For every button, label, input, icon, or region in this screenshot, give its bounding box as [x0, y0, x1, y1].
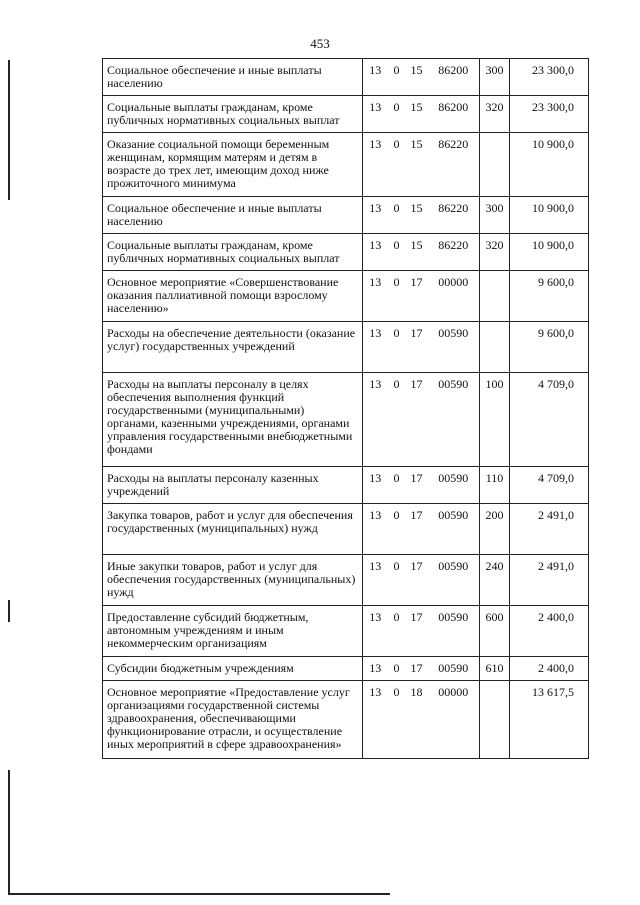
code-section-cell: 13: [363, 555, 388, 606]
expense-type-cell: [480, 271, 510, 322]
row-name-cell: Социальные выплаты гражданам, кроме публичных нормативных социальных выплат: [103, 234, 363, 271]
code-subprogram-cell: 0: [388, 555, 406, 606]
expense-type-cell: 240: [480, 555, 510, 606]
table-row: [103, 681, 589, 759]
table-row: [103, 606, 589, 657]
row-name-cell: Расходы на выплаты персоналу в целях обеспечения выполнения функций государственными (муниципальными) органами, казенными учреждениями, органами управления государственными внебюджетными фондами: [103, 373, 363, 467]
code-direction-cell: 00590: [428, 504, 480, 555]
code-event-cell: 17: [406, 555, 428, 606]
code-section-cell: 13: [363, 606, 388, 657]
amount-cell: 2 491,0: [510, 555, 589, 606]
row-name-cell: Расходы на выплаты персоналу казенных учреждений: [103, 467, 363, 504]
expense-type-cell: [480, 681, 510, 759]
amount-cell: 10 900,0: [510, 234, 589, 271]
code-event-cell: 15: [406, 133, 428, 197]
code-section-cell: 13: [363, 59, 388, 96]
amount-cell: 4 709,0: [510, 373, 589, 467]
code-event-cell: 17: [406, 467, 428, 504]
code-direction-cell: 00590: [428, 606, 480, 657]
budget-table-body: [103, 59, 589, 759]
row-name-cell: Основное мероприятие «Совершенствование оказания паллиативной помощи взрослому населению»: [103, 271, 363, 322]
amount-cell: 23 300,0: [510, 96, 589, 133]
code-event-cell: 17: [406, 322, 428, 373]
amount-cell: 2 400,0: [510, 606, 589, 657]
amount-cell: 9 600,0: [510, 322, 589, 373]
row-name-cell: Социальное обеспечение и иные выплаты населению: [103, 197, 363, 234]
code-event-cell: 15: [406, 96, 428, 133]
table-row: [103, 657, 589, 681]
expense-type-cell: 320: [480, 234, 510, 271]
expense-type-cell: 300: [480, 197, 510, 234]
row-name-cell: Субсидии бюджетным учреждениям: [103, 657, 363, 681]
table-row: [103, 234, 589, 271]
code-section-cell: 13: [363, 467, 388, 504]
page-number: 453: [310, 36, 330, 51]
amount-cell: 4 709,0: [510, 467, 589, 504]
code-subprogram-cell: 0: [388, 606, 406, 657]
code-subprogram-cell: 0: [388, 681, 406, 759]
table-row: [103, 467, 589, 504]
amount-cell: 9 600,0: [510, 271, 589, 322]
code-subprogram-cell: 0: [388, 373, 406, 467]
code-direction-cell: 00590: [428, 555, 480, 606]
code-event-cell: 17: [406, 373, 428, 467]
code-section-cell: 13: [363, 96, 388, 133]
code-section-cell: 13: [363, 271, 388, 322]
code-subprogram-cell: 0: [388, 133, 406, 197]
code-direction-cell: 00590: [428, 657, 480, 681]
code-subprogram-cell: 0: [388, 322, 406, 373]
code-event-cell: 15: [406, 234, 428, 271]
scan-edge-line: [8, 60, 10, 200]
table-row: [103, 133, 589, 197]
code-subprogram-cell: 0: [388, 59, 406, 96]
code-direction-cell: 86220: [428, 197, 480, 234]
code-direction-cell: 00590: [428, 322, 480, 373]
code-direction-cell: 86200: [428, 59, 480, 96]
expense-type-cell: 110: [480, 467, 510, 504]
table-row: [103, 555, 589, 606]
budget-table: [102, 58, 589, 759]
code-event-cell: 15: [406, 59, 428, 96]
row-name-cell: Предоставление субсидий бюджетным, автономным учреждениям и иным некоммерческим организациям: [103, 606, 363, 657]
table-row: [103, 504, 589, 555]
expense-type-cell: 300: [480, 59, 510, 96]
row-name-cell: Закупка товаров, работ и услуг для обеспечения государственных (муниципальных) нужд: [103, 504, 363, 555]
code-event-cell: 17: [406, 504, 428, 555]
table-row: [103, 96, 589, 133]
expense-type-cell: 100: [480, 373, 510, 467]
row-name-cell: Основное мероприятие «Предоставление услуг организациями государственной системы здравоохранения, обеспечивающими функционирование отрасли, и осуществление иных мероприятий в сфере здравоохранения»: [103, 681, 363, 759]
row-name-cell: Социальное обеспечение и иные выплаты населению: [103, 59, 363, 96]
code-direction-cell: 00590: [428, 467, 480, 504]
code-direction-cell: 86200: [428, 96, 480, 133]
code-subprogram-cell: 0: [388, 197, 406, 234]
row-name-cell: Расходы на обеспечение деятельности (оказание услуг) государственных учреждений: [103, 322, 363, 373]
code-section-cell: 13: [363, 234, 388, 271]
code-event-cell: 15: [406, 197, 428, 234]
code-subprogram-cell: 0: [388, 271, 406, 322]
expense-type-cell: 610: [480, 657, 510, 681]
code-section-cell: 13: [363, 197, 388, 234]
code-subprogram-cell: 0: [388, 504, 406, 555]
code-event-cell: 18: [406, 681, 428, 759]
expense-type-cell: [480, 133, 510, 197]
table-row: [103, 197, 589, 234]
expense-type-cell: 320: [480, 96, 510, 133]
table-row: [103, 322, 589, 373]
code-event-cell: 17: [406, 271, 428, 322]
expense-type-cell: 600: [480, 606, 510, 657]
amount-cell: 23 300,0: [510, 59, 589, 96]
table-row: [103, 271, 589, 322]
code-subprogram-cell: 0: [388, 234, 406, 271]
amount-cell: 2 491,0: [510, 504, 589, 555]
table-row: [103, 373, 589, 467]
code-section-cell: 13: [363, 373, 388, 467]
code-direction-cell: 00000: [428, 681, 480, 759]
expense-type-cell: [480, 322, 510, 373]
code-direction-cell: 00000: [428, 271, 480, 322]
table-row: [103, 59, 589, 96]
code-subprogram-cell: 0: [388, 467, 406, 504]
row-name-cell: Оказание социальной помощи беременным женщинам, кормящим матерям и детям в возрасте до трех лет, имеющим доход ниже прожиточного минимума: [103, 133, 363, 197]
code-section-cell: 13: [363, 322, 388, 373]
scan-edge-line: [8, 770, 10, 895]
code-section-cell: 13: [363, 133, 388, 197]
code-direction-cell: 86220: [428, 133, 480, 197]
code-section-cell: 13: [363, 504, 388, 555]
row-name-cell: Иные закупки товаров, работ и услуг для обеспечения государственных (муниципальных) нужд: [103, 555, 363, 606]
code-subprogram-cell: 0: [388, 96, 406, 133]
code-subprogram-cell: 0: [388, 657, 406, 681]
code-section-cell: 13: [363, 681, 388, 759]
code-section-cell: 13: [363, 657, 388, 681]
row-name-cell: Социальные выплаты гражданам, кроме публичных нормативных социальных выплат: [103, 96, 363, 133]
expense-type-cell: 200: [480, 504, 510, 555]
code-event-cell: 17: [406, 606, 428, 657]
code-direction-cell: 86220: [428, 234, 480, 271]
amount-cell: 10 900,0: [510, 197, 589, 234]
amount-cell: 2 400,0: [510, 657, 589, 681]
scan-edge-line: [8, 600, 10, 622]
amount-cell: 10 900,0: [510, 133, 589, 197]
amount-cell: 13 617,5: [510, 681, 589, 759]
code-event-cell: 17: [406, 657, 428, 681]
code-direction-cell: 00590: [428, 373, 480, 467]
scan-edge-line: [10, 893, 390, 895]
